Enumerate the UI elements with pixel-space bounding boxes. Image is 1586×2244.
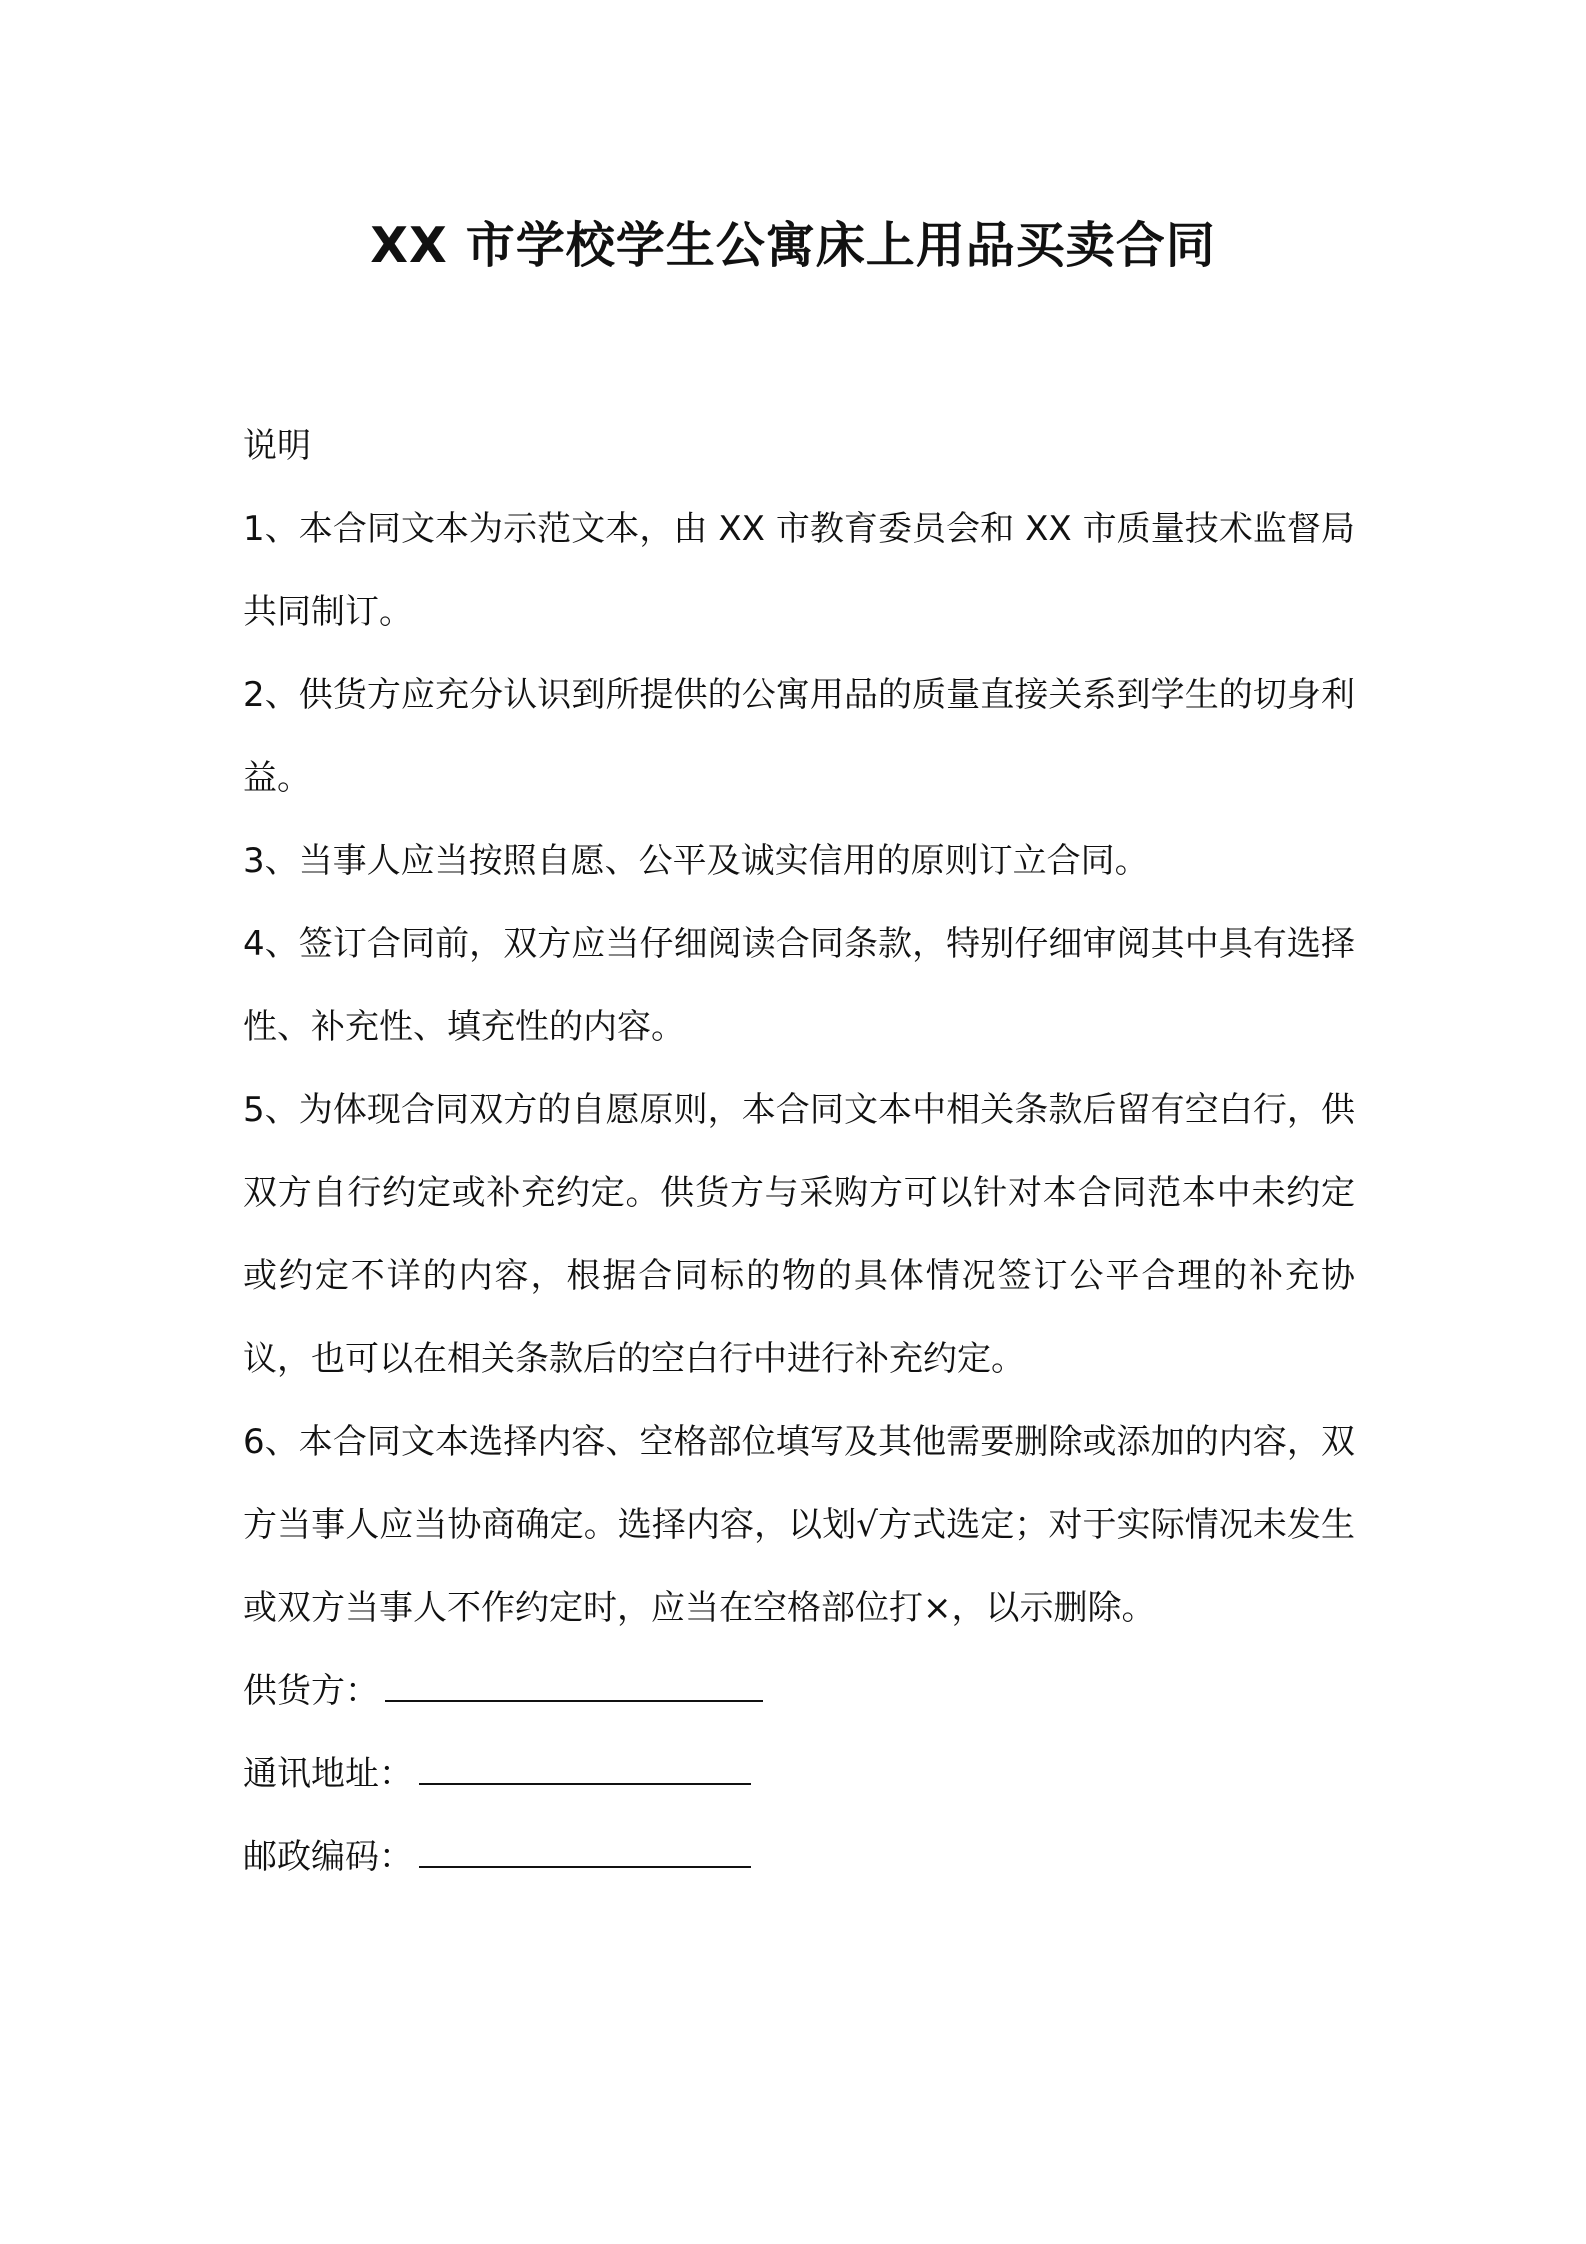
supplier-field xyxy=(243,1650,1355,1733)
clause-6: 6、本合同文本选择内容、空格部位填写及其他需要删除或添加的内容，双方当事人应当协商确定。选择内容，以划√方式选定；对于实际情况未发生或双方当事人不作约定时，应当在空格部位打×，以示删除。 xyxy=(243,1422,1355,1628)
postcode-field xyxy=(243,1816,1355,1899)
clause-1: 1、本合同文本为示范文本，由 XX 市教育委员会和 XX 市质量技术监督局共同制订。 xyxy=(243,509,1355,632)
address-label: 通讯地址： xyxy=(243,1754,413,1794)
address-blank[interactable] xyxy=(419,1753,751,1785)
supplier-blank[interactable] xyxy=(385,1670,763,1702)
page-title: XX 市学校学生公寓床上用品买卖合同 xyxy=(370,217,1216,274)
supplier-label: 供货方： xyxy=(243,1671,379,1711)
clause-3: 3、当事人应当按照自愿、公平及诚实信用的原则订立合同。 xyxy=(243,841,1149,881)
clause-5: 5、为体现合同双方的自愿原则，本合同文本中相关条款后留有空白行，供双方自行约定或补充约定。供货方与采购方可以针对本合同范本中未约定或约定不详的内容，根据合同标的物的具体情况签订公平合理的补充协议，也可以在相关条款后的空白行中进行补充约定。 xyxy=(243,1090,1355,1379)
postcode-label: 邮政编码： xyxy=(243,1837,413,1877)
clause-4: 4、签订合同前，双方应当仔细阅读合同条款，特别仔细审阅其中具有选择性、补充性、填充性的内容。 xyxy=(243,924,1355,1047)
clause-2: 2、供货方应充分认识到所提供的公寓用品的质量直接关系到学生的切身利益。 xyxy=(243,675,1355,798)
address-field xyxy=(243,1733,1355,1816)
document-body xyxy=(243,405,1355,1899)
postcode-blank[interactable] xyxy=(419,1836,751,1868)
section-heading: 说明 xyxy=(243,426,311,466)
